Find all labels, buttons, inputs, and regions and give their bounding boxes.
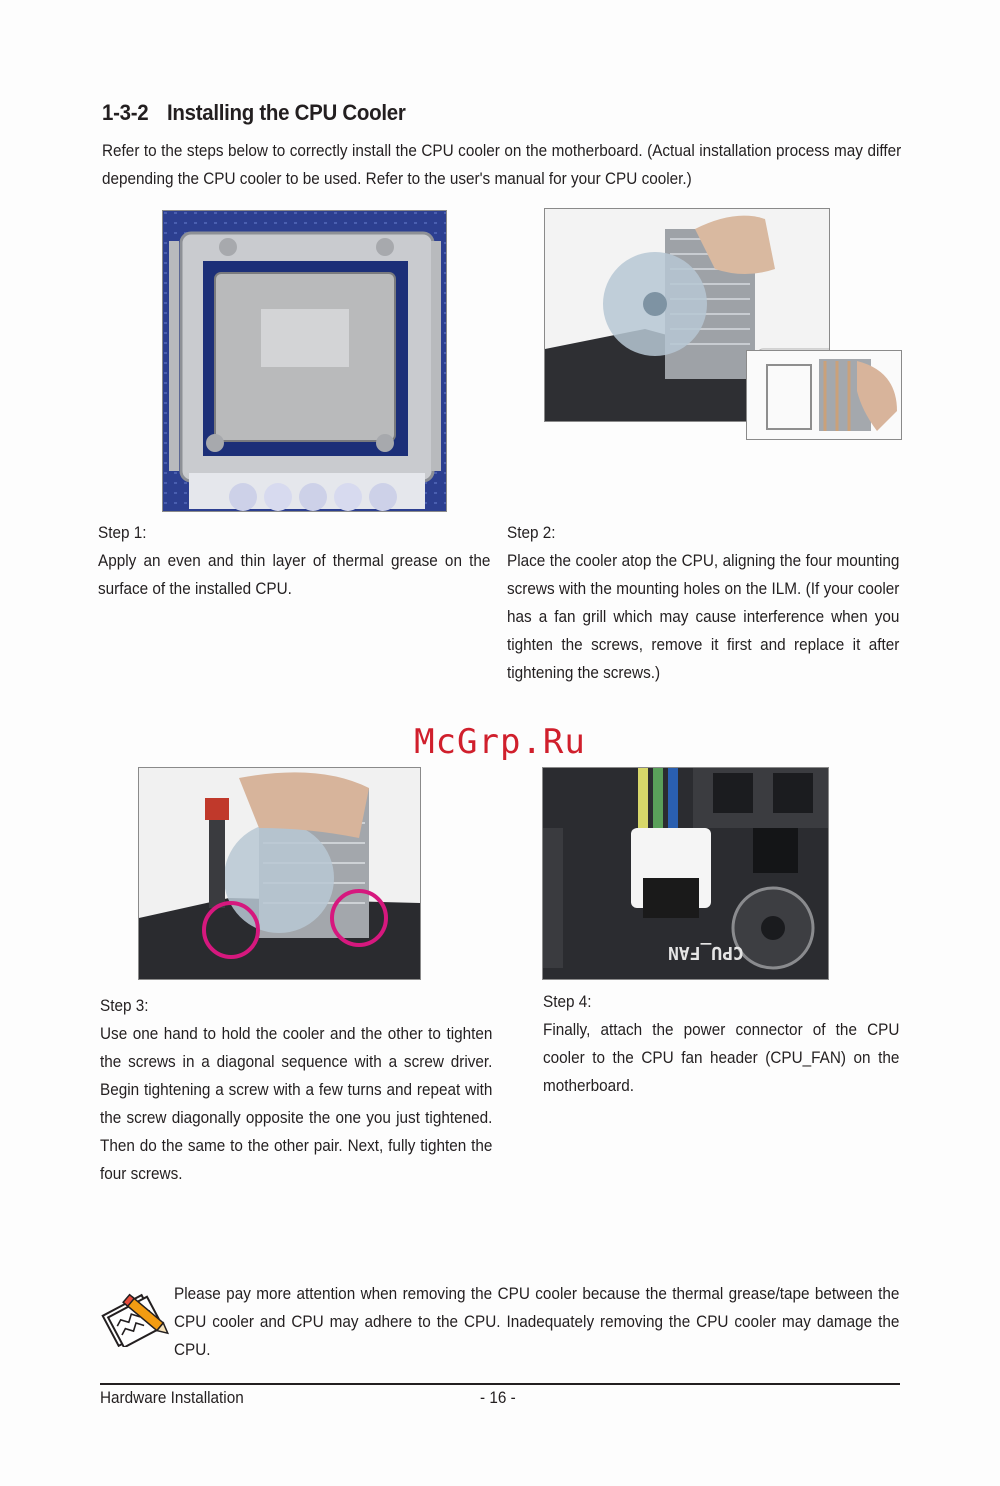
- note-pencil-icon: [100, 1287, 170, 1347]
- section-number: 1-3-2: [102, 100, 149, 125]
- section-title: Installing the CPU Cooler: [166, 100, 406, 125]
- step1-text: Apply an even and thin layer of thermal grease on the surface of the installed CPU.: [98, 551, 491, 598]
- cpu-fan-header-label: CPU_FAN: [668, 942, 744, 963]
- intro-paragraph: Refer to the steps below to correctly install the CPU cooler on the motherboard. (Actual installation process may differ depending the CPU cooler to be used. Refer to the user's manual for your CPU cooler.): [102, 141, 902, 188]
- step4-title: Step 4:: [543, 992, 592, 1011]
- watermark: McGrp.Ru: [414, 722, 586, 762]
- step2-fan-grill-inset-photo: [746, 350, 902, 440]
- section-heading: [102, 100, 406, 126]
- step1-cpu-socket-photo: [162, 210, 447, 512]
- step3-title: Step 3:: [100, 996, 149, 1015]
- footer-page-number: - 16 -: [480, 1388, 516, 1407]
- step2-text: Place the cooler atop the CPU, aligning the four mounting screws with the mounting holes on the ILM. (If your cooler has a fan grill which may cause interference when you tighten the screws, remove it first and replace it after tightening the screws.): [507, 551, 900, 682]
- step3-text: Use one hand to hold the cooler and the other to tighten the screws in a diagonal sequence with a screw driver. Begin tightening a screw with a few turns and repeat with the screw diagonally opposite the one you just tightened. Then do the same to the other pair. Next, fully tighten the four screws.: [100, 1024, 493, 1183]
- step3-tighten-screws-photo: [138, 767, 421, 980]
- step2-title: Step 2:: [507, 523, 556, 542]
- step4-cpu-fan-header-photo: [542, 767, 829, 980]
- footer-section-name: Hardware Installation: [100, 1388, 244, 1407]
- note-text: Please pay more attention when removing the CPU cooler because the thermal grease/tape between the CPU cooler and CPU may adhere to the CPU. Inadequately removing the CPU cooler may damage the CPU.: [174, 1284, 900, 1359]
- step1-title: Step 1:: [98, 523, 147, 542]
- footer-divider: [100, 1383, 900, 1385]
- step4-text: Finally, attach the power connector of the CPU cooler to the CPU fan header (CPU_FAN) on the motherboard.: [543, 1020, 900, 1095]
